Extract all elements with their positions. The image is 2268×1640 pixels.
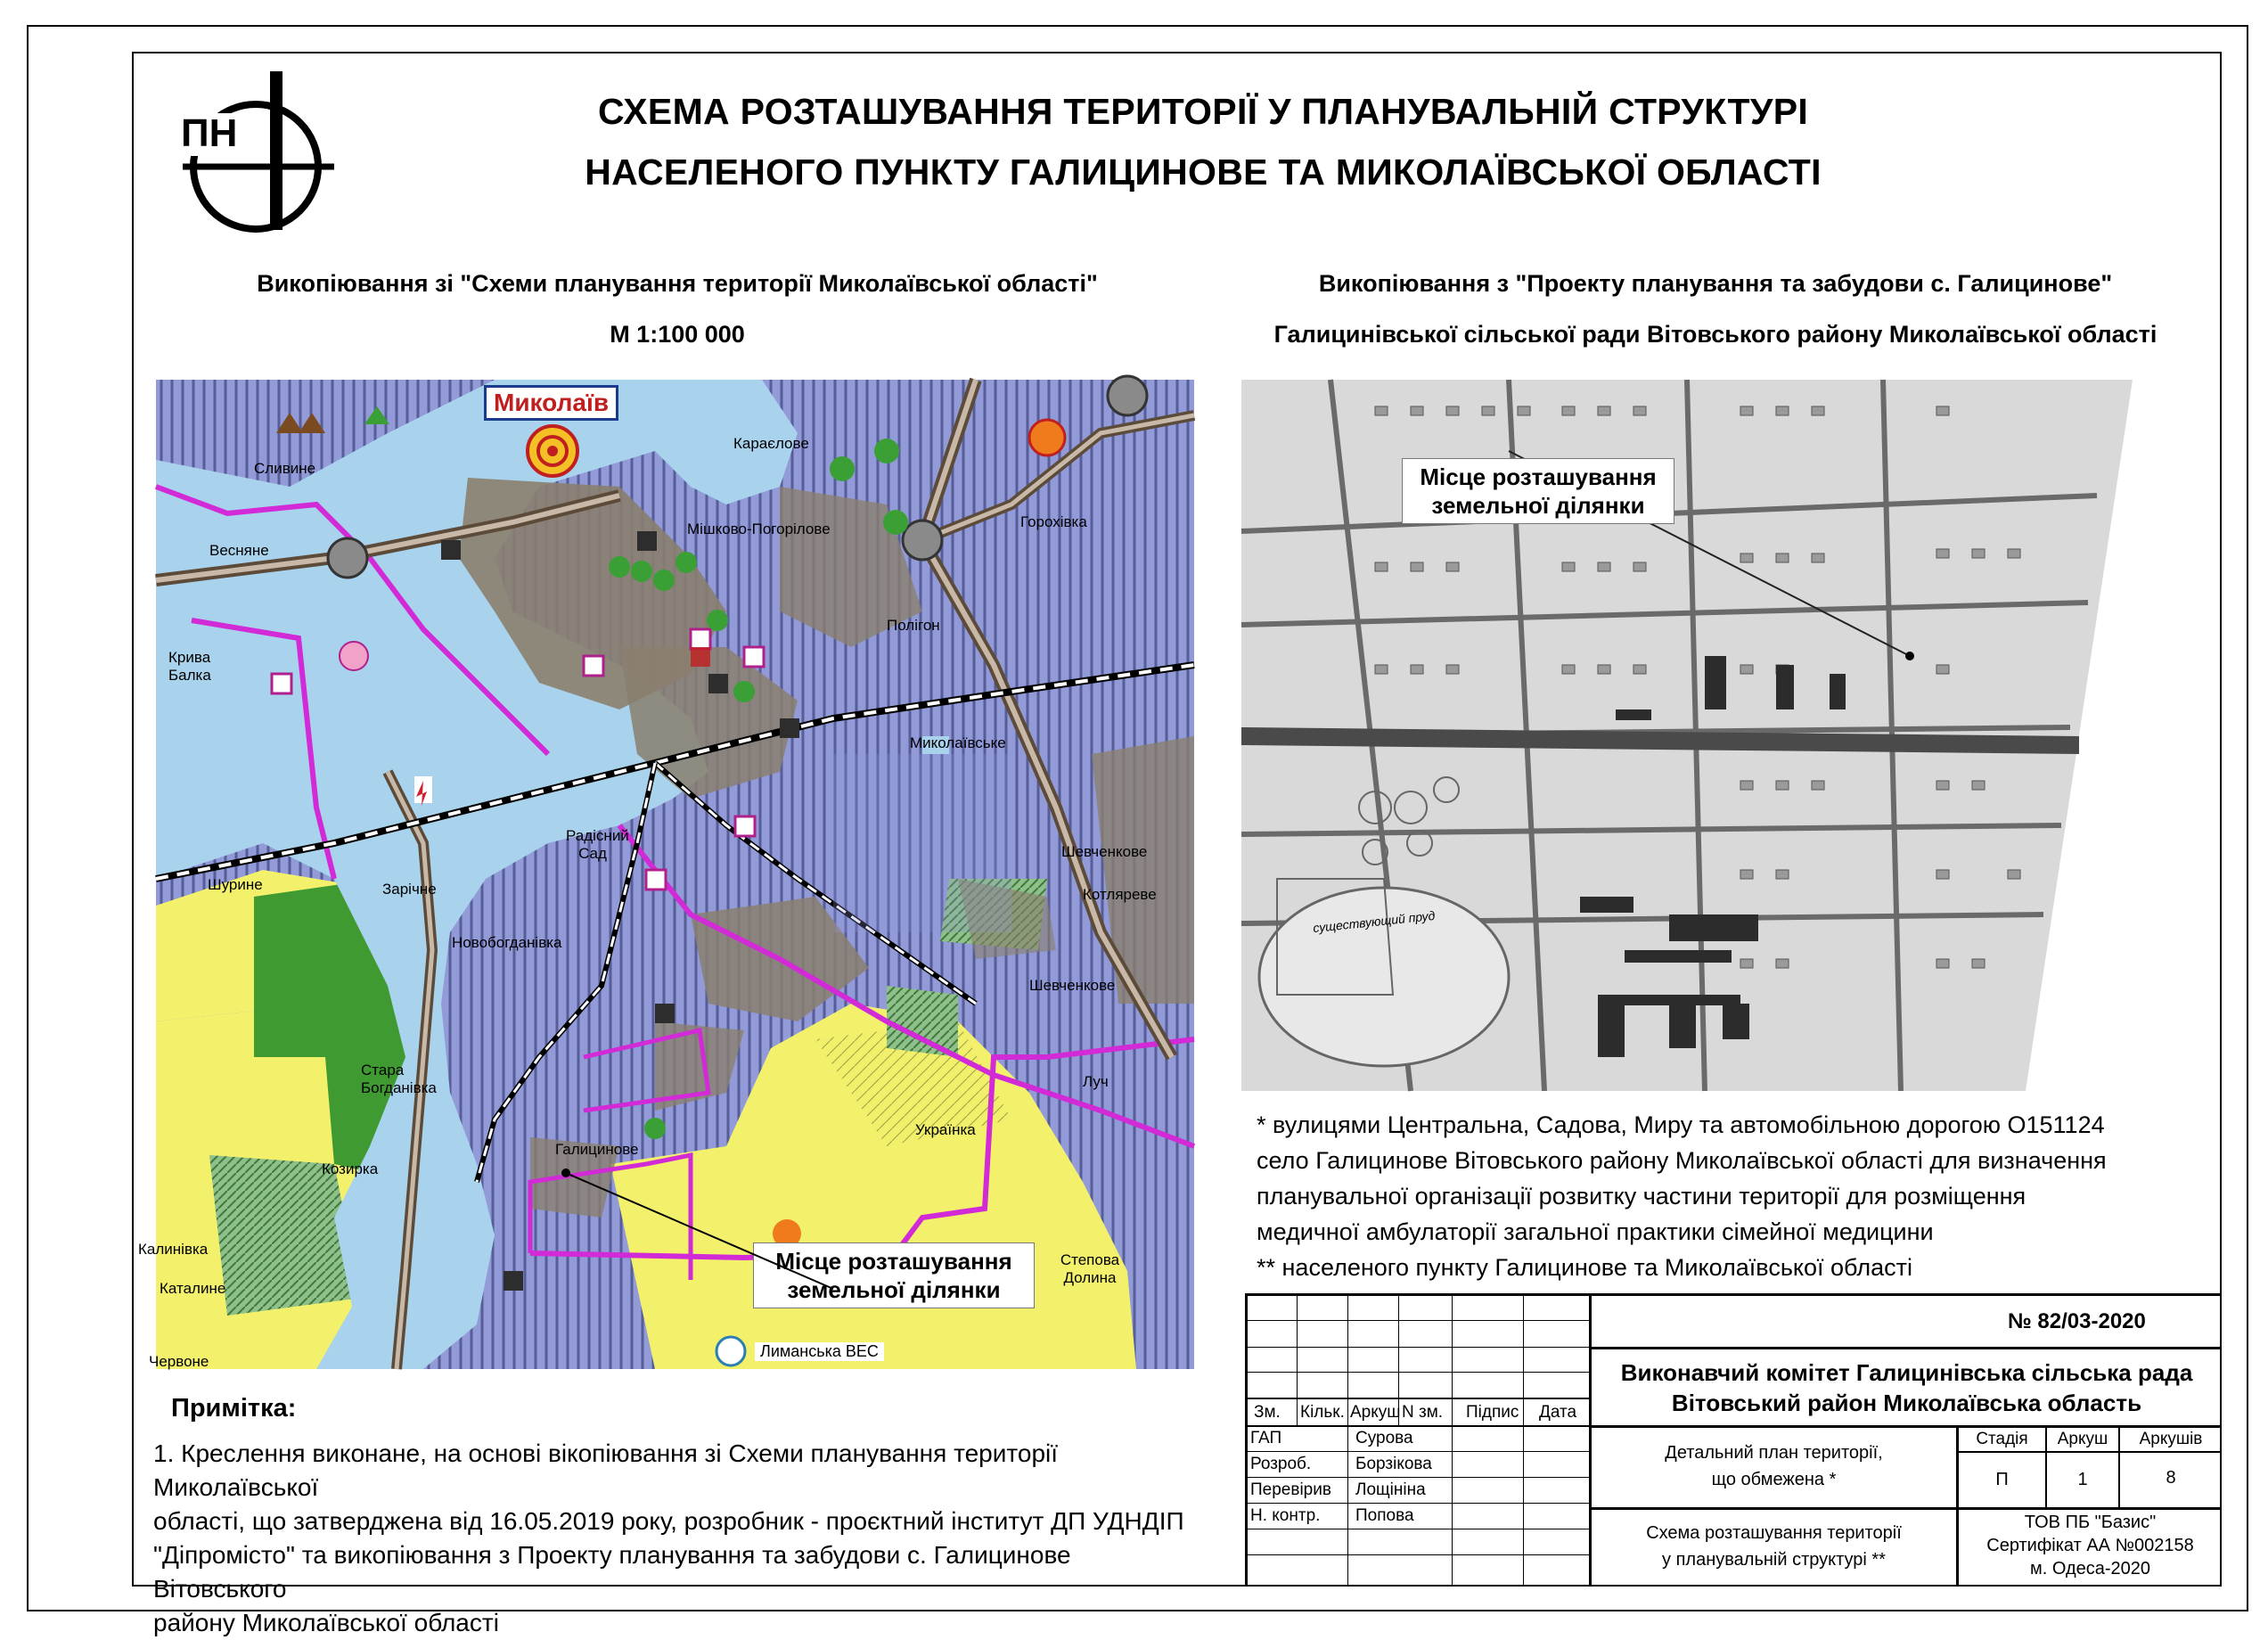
col-header: Підпис [1466,1403,1519,1422]
site-label-line-2: земельної ділянки [1431,492,1645,519]
place-label: Шурине [208,876,263,893]
drawing-line-1: Схема розташування території [1646,1523,1902,1543]
org-line-1: Виконавчий комітет Галицинівська сільська рада [1620,1359,2193,1386]
place-label: Козирка [322,1160,379,1177]
role-name: Попова [1355,1506,1414,1525]
drawing-line-2: у планувальній структурі ** [1662,1550,1886,1570]
place-label: Шевченкове [1029,977,1116,994]
role-name: Борзікова [1355,1455,1432,1473]
title-line-1: СХЕМА РОЗТАШУВАННЯ ТЕРИТОРІЇ У ПЛАНУВАЛЬНІЙ СТРУКТУРІ [597,91,1809,132]
company-logo [174,64,343,234]
place-label: Калинівка [138,1241,209,1258]
note-text [153,1437,1205,1640]
col-header: N зм. [1402,1403,1444,1422]
site-label-right [1402,458,1674,524]
place-label: Новобогданівка [452,934,562,951]
sheets-header: Аркушів [2139,1430,2203,1448]
note-heading: Примітка: [171,1394,297,1423]
place-label: Мішково-Погорілове [687,521,831,537]
role-label: Перевірив [1250,1480,1331,1499]
stage-header: Стадія [1976,1430,2028,1448]
company-line-1: ТОВ ПБ "Базис" [2024,1513,2157,1532]
place-label: Каталине [160,1280,226,1297]
project-line-2: що обмежена * [1711,1470,1837,1489]
note-line: "Діпромісто" та викопіювання з Проекту планування та забудови с. Галицинове Вітовського [153,1541,1071,1603]
place-label: Крива Балка [168,649,211,684]
company-line-3: м. Одеса-2020 [2029,1559,2151,1578]
place-label: Українка [915,1121,976,1138]
pond-label: существующий пруд [1312,907,1437,936]
role-name: Лощініна [1355,1480,1426,1499]
description-line: ** населеного пункту Галицинове та Миколаївської області [1257,1254,1912,1281]
sheet-value: 1 [2077,1470,2088,1489]
col-header: Аркуш [1350,1403,1401,1422]
city-label: Миколаїв [484,385,618,421]
place-label: Зарічне [382,881,437,898]
place-label: Стара Богданівка [361,1062,437,1096]
description-line: планувальної організації розвитку частини території для розміщення [1257,1183,2026,1210]
place-label: Шевченкове [1061,843,1148,860]
title-block [1245,1293,2222,1587]
site-label-line-2: земельної ділянки [787,1276,1001,1303]
place-label: Радісний Сад [566,827,629,862]
role-label: ГАП [1250,1429,1282,1447]
description-line: медичної амбулаторії загальної практики сімейної медицини [1257,1218,1934,1245]
note-line: 1. Креслення виконане, на основі вікопіювання зі Схеми планування території Миколаївської [153,1439,1059,1501]
place-label: Сливине [254,460,316,477]
role-label: Розроб. [1250,1455,1312,1473]
place-label: Степова Долина [1060,1251,1120,1286]
org-line-2: Вітовський район Миколаївська область [1671,1390,2142,1416]
wind-farm-label: Лиманська ВЕС [755,1342,884,1361]
right-heading-1: Викопіювання з "Проекту планування та забудови с. Галицинове" [1318,270,2113,297]
place-label: Весняне [209,542,269,559]
stage-value: П [1995,1470,2009,1489]
col-header: Зм. [1254,1403,1281,1422]
left-heading: Викопіювання зі "Схеми планування території Миколаївської області" [257,270,1098,297]
right-heading-2: Галицинівської сільської ради Вітовського району Миколаївської області [1273,321,2157,348]
place-label: Полігон [887,617,940,634]
company-line-2: Сертифікат АА №002158 [1986,1536,2194,1555]
role-name: Сурова [1355,1429,1413,1447]
project-line-1: Детальний план території, [1665,1443,1883,1463]
title-line-2: НАСЕЛЕНОГО ПУНКТУ ГАЛИЦИНОВЕ ТА МИКОЛАЇВСЬКОЇ ОБЛАСТІ [585,152,1822,193]
note-line: області, що затверджена від 16.05.2019 року, розробник - проєктний інститут ДП УДНДІП [153,1507,1184,1535]
place-label: Галицинове [555,1141,639,1158]
site-label-line-1: Місце розташування [1420,463,1657,490]
place-label: Миколаївське [910,734,1006,751]
place-label: Луч [1083,1073,1109,1090]
description-line: село Галицинове Вітовського району Миколаївської області для визначення [1257,1147,2107,1174]
place-label: Караєлове [733,435,809,452]
doc-number: № 82/03-2020 [2008,1309,2146,1333]
role-label: Н. контр. [1250,1506,1321,1525]
site-label-line-1: Місце розташування [775,1248,1012,1275]
sheet-header: Аркуш [2057,1430,2108,1448]
regional-plan-map [138,380,1194,1370]
description [1257,1107,2210,1285]
note-line: району Миколаївської області [153,1609,499,1636]
logo-text: ПН [181,111,238,155]
village-plan-map [1241,380,2179,1091]
col-header: Кільк. [1300,1403,1345,1422]
col-header: Дата [1539,1403,1577,1422]
place-label: Котляреве [1083,886,1157,903]
place-label: Горохівка [1020,513,1087,530]
place-label: Червоне [149,1353,209,1370]
sheets-value: 8 [2166,1468,2176,1488]
description-line: * вулицями Центральна, Садова, Миру та автомобільною дорогою О151124 [1257,1111,2105,1138]
left-scale: М 1:100 000 [610,321,745,348]
